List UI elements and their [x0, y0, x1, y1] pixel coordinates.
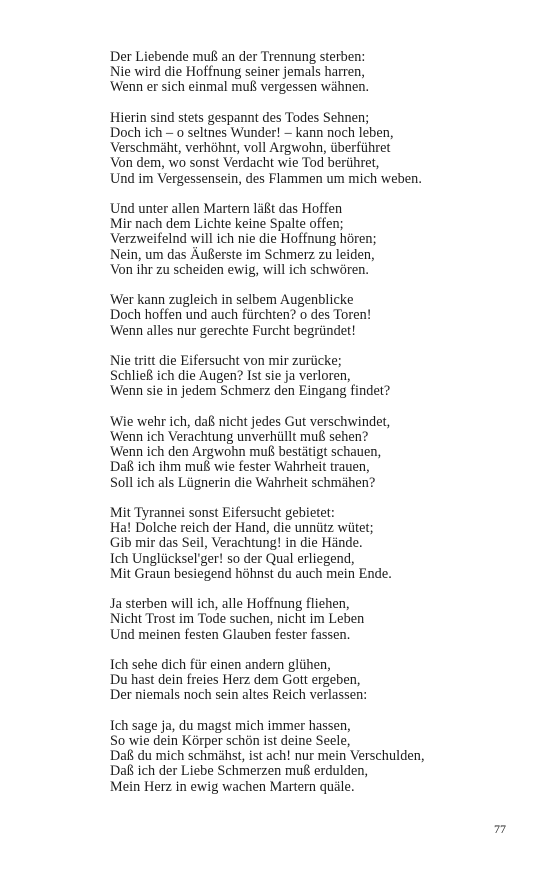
poem-line: Doch ich – o seltnes Wunder! – kann noch leben, — [110, 125, 394, 141]
poem-line: Gib mir das Seil, Verachtung! in die Hände. — [110, 535, 363, 552]
poem-line: Wie wehr ich, daß nicht jedes Gut verschwindet, — [110, 413, 391, 430]
poem-line: Von dem, wo sonst Verdacht wie Tod berühret, — [110, 155, 380, 172]
poem-line: Wenn er sich einmal muß vergessen wähnen. — [110, 79, 370, 96]
poem-line: Doch hoffen und auch fürchten? o des Toren! — [110, 307, 372, 324]
poem-line: Ha! Dolche reich der Hand, die unnütz wütet; — [110, 520, 374, 537]
poem-line: Der Liebende muß an der Trennung sterben: — [110, 49, 366, 65]
poem-line: Und im Vergessensein, des Flammen um mich weben. — [110, 170, 423, 187]
poem-line: Wer kann zugleich in selbem Augenblicke — [110, 292, 354, 309]
stanza — [110, 354, 530, 400]
poem-line: Nein, um das Äußerste im Schmerz zu leiden, — [110, 246, 375, 263]
poem-line: Wenn ich Verachtung unverhüllt muß sehen? — [110, 429, 369, 445]
stanza — [110, 719, 530, 795]
poem-line: Ich sehe dich für einen andern glühen, — [110, 657, 331, 673]
poem-line: So wie dein Körper schön ist deine Seele, — [110, 733, 351, 749]
stanza — [110, 415, 530, 491]
poem-line: Ich Unglücksel'ger! so der Qual erliegend, — [110, 550, 355, 567]
poem-line: Soll ich als Lügnerin die Wahrheit schmähen? — [110, 474, 376, 491]
poem-line: Von ihr zu scheiden ewig, will ich schwören. — [110, 261, 370, 278]
stanza — [110, 293, 530, 339]
poem-line: Schließ ich die Augen? Ist sie ja verloren, — [110, 368, 351, 385]
poem-line: Wenn alles nur gerechte Furcht begründet! — [110, 322, 357, 339]
poem-line: Nie tritt die Eifersucht von mir zurücke; — [110, 353, 342, 369]
poem-line: Wenn ich den Argwohn muß bestätigt schauen, — [110, 444, 382, 461]
poem-body — [110, 50, 530, 795]
poem-line: Mein Herz in ewig wachen Martern quäle. — [110, 778, 355, 795]
page-number: 77 — [494, 822, 506, 836]
stanza — [110, 658, 530, 704]
stanza — [110, 202, 530, 278]
poem-line: Mit Graun besiegend höhnst du auch mein Ende. — [110, 565, 392, 582]
poem-line: Mit Tyrannei sonst Eifersucht gebietet: — [110, 505, 335, 521]
poem-line: Nicht Trost im Tode suchen, nicht im Leben — [110, 611, 365, 628]
poem-line: Ja sterben will ich, alle Hoffnung fliehen, — [110, 596, 350, 613]
poem-line: Verschmäht, verhöhnt, voll Argwohn, überführet — [110, 140, 391, 157]
stanza — [110, 506, 530, 582]
poem-line: Und unter allen Martern läßt das Hoffen — [110, 201, 343, 217]
poem-line: Mir nach dem Lichte keine Spalte offen; — [110, 216, 344, 233]
stanza — [110, 597, 530, 643]
poem-line: Verzweifelnd will ich nie die Hoffnung hören; — [110, 231, 377, 248]
poem-line: Ich sage ja, du magst mich immer hassen, — [110, 717, 351, 734]
poem-line: Daß ich ihm muß wie fester Wahrheit trauen, — [110, 459, 370, 476]
poem-line: Daß du mich schmähst, ist ach! nur mein Verschulden, — [110, 748, 425, 765]
stanza — [110, 111, 530, 187]
poem-line: Du hast dein freies Herz dem Gott ergeben, — [110, 672, 361, 689]
poem-line: Nie wird die Hoffnung seiner jemals harren, — [110, 64, 365, 81]
poem-line: Daß ich der Liebe Schmerzen muß erdulden, — [110, 763, 369, 780]
poem-line: Der niemals noch sein altes Reich verlassen: — [110, 687, 368, 704]
poem-line: Wenn sie in jedem Schmerz den Eingang findet? — [110, 383, 391, 400]
poem-line: Hierin sind stets gespannt des Todes Sehnen; — [110, 109, 370, 126]
stanza — [110, 50, 530, 96]
poem-line: Und meinen festen Glauben fester fassen. — [110, 626, 351, 643]
